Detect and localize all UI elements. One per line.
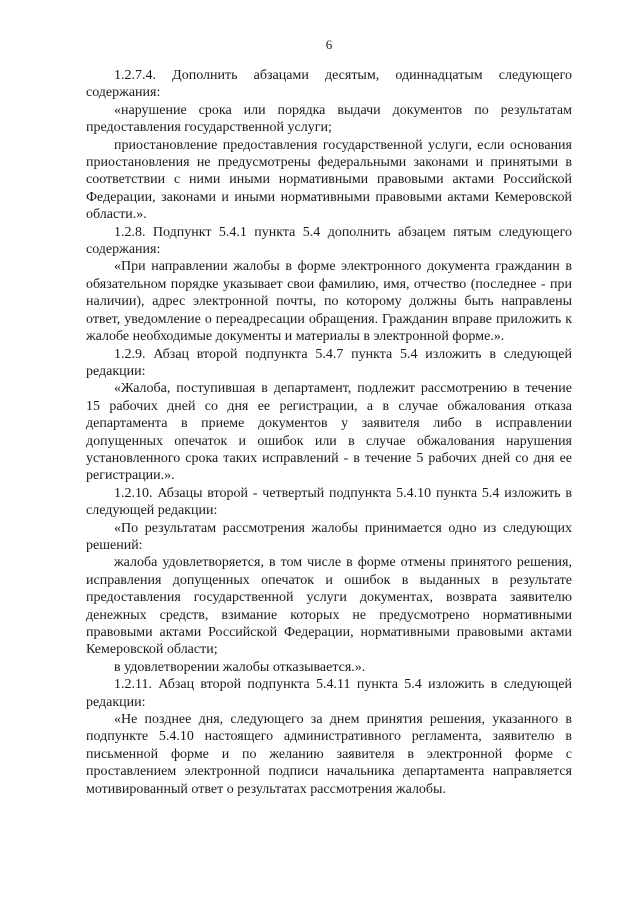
paragraph: 1.2.9. Абзац второй подпункта 5.4.7 пункта 5.4 изложить в следующей редакции: <box>86 346 572 379</box>
paragraph: «По результатам рассмотрения жалобы принимается одно из следующих решений: <box>86 520 572 553</box>
paragraph: приостановление предоставления государственной услуги, если основания приостановления не предусмотрены федеральными законами и принятыми в соответствии с ними иными нормативными правовыми актами Российской Федерации, законами и иными нормативными правовыми актами Кемеровской области.». <box>86 137 572 223</box>
paragraph: 1.2.10. Абзацы второй - четвертый подпункта 5.4.10 пункта 5.4 изложить в следующей редакции: <box>86 485 572 519</box>
paragraph: 1.2.8. Подпункт 5.4.1 пункта 5.4 дополнить абзацем пятым следующего содержания: <box>86 224 572 258</box>
paragraph: «При направлении жалобы в форме электронного документа гражданин в обязательном порядке указывает свои фамилию, имя, отчество (последнее - при наличии), адрес электронной почты, по которому должны быть направлены ответ, уведомление о переадресации обращения. Гражданин вправе приложить к жалобе необходимые документы и материалы в электронной форме.». <box>86 259 572 345</box>
paragraph: 1.2.11. Абзац второй подпункта 5.4.11 пункта 5.4 изложить в следующей редакции: <box>86 677 572 710</box>
paragraph: «Жалоба, поступившая в департамент, подлежит рассмотрению в течение 15 рабочих дней со дня ее регистрации, а в случае обжалования отказа департамента в приеме документов у заявителя либо в исправлении допущенных опечаток и ошибок или в случае обжалования нарушения установленного срока таких исправлений - в течение 5 рабочих дней со дня ее регистрации.». <box>86 381 572 484</box>
paragraph: 1.2.7.4. Дополнить абзацами десятым, одиннадцатым следующего содержания: <box>86 68 572 101</box>
paragraph: в удовлетворении жалобы отказывается.». <box>114 659 366 675</box>
page-number: 6 <box>325 37 333 52</box>
paragraph: «нарушение срока или порядка выдачи документов по результатам предоставления государственной услуги; <box>86 102 572 136</box>
document-body <box>86 67 572 798</box>
paragraph: «Не позднее дня, следующего за днем принятия решения, указанного в подпункте 5.4.10 настоящего административного регламента, заявителю в письменной форме и по желанию заявителя в электронной форме с проставлением электронной подписи начальника департамента направляется мотивированный ответ о результатах рассмотрения жалобы. <box>86 712 572 797</box>
paragraph: жалоба удовлетворяется, в том числе в форме отмены принятого решения, исправления допущенных опечаток и ошибок в выданных в результате предоставления государственной услуги документах, возврата заявителю денежных средств, взимание которых не предусмотрено нормативными правовыми актами Российской Федерации, нормативными правовыми актами Кемеровской области; <box>86 555 572 658</box>
